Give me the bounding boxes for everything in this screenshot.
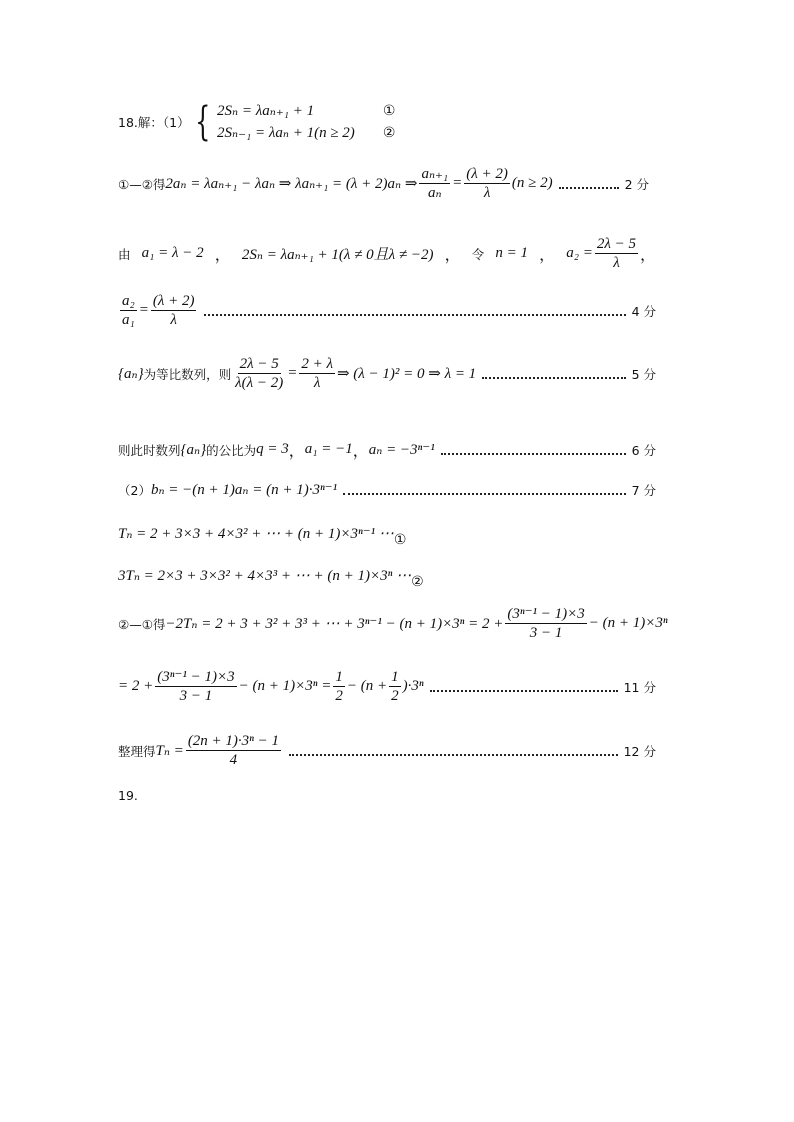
step1-fraction: $\frac{\text{aₙ₊₁}}{\text{aₙ}}$	[421, 166, 449, 201]
system-eq1: 2Sₙ = λaₙ₊₁ + 1	[217, 103, 315, 119]
score-4: 4 分	[631, 303, 656, 319]
tn3-line	[118, 566, 656, 590]
final-line	[118, 732, 656, 769]
dotted-leader	[204, 314, 625, 316]
cont-lead: = 2 +	[118, 678, 154, 694]
step2-you: 由	[118, 246, 131, 262]
q19-label: 19.	[118, 788, 138, 803]
final-prefix: 整理得	[118, 743, 156, 759]
part2-line	[118, 480, 656, 499]
system-eq2: 2Sₙ₋₁ = λaₙ + 1(n ≥ 2)	[217, 125, 355, 141]
cont-line	[118, 668, 656, 705]
step1-prefix: ①—②得	[118, 176, 166, 192]
step3-line	[118, 292, 656, 329]
cont-half2: $\frac{1}{2}$	[391, 669, 399, 704]
cont-tail2: )·3ⁿ	[402, 678, 424, 694]
dotted-leader	[482, 377, 625, 379]
dotted-leader	[559, 187, 619, 189]
tn3-mark: ②	[411, 573, 424, 590]
diff-tail: − (n + 1)×3ⁿ	[588, 615, 668, 631]
step1-expr: 2aₙ = λaₙ₊₁ − λaₙ ⇒ λaₙ₊₁ = (λ + 2)aₙ ⇒	[165, 176, 418, 192]
final-lhs: Tₙ =	[155, 743, 184, 759]
tn-mark: ①	[393, 531, 407, 548]
step2-a1: a₁ = λ − 2	[141, 245, 204, 261]
step2-ling: 令	[471, 246, 485, 262]
step5-q: q = 3	[256, 441, 289, 457]
step2-line: 由 a₁ = λ − 2 ， 2Sₙ = λaₙ₊₁ + 1(λ ≠ 0且λ ≠ −2) ， 令 n = 1 ， a₂ = $\frac{2\lambda - 5}{\lambda}$ ，	[118, 236, 657, 271]
diff-prefix: ②—①得	[118, 616, 166, 632]
q18-system-line	[118, 100, 656, 144]
system-mark1: ①	[382, 103, 396, 119]
score-5: 5 分	[631, 366, 656, 382]
cont-mid: − (n + 1)×3ⁿ =	[238, 678, 332, 694]
step3-fraction: $\frac{\text{a₂}}{\text{a₁}}$	[122, 293, 135, 328]
q18-label: 18.解：（1）	[118, 115, 190, 130]
step2-n1: n = 1	[495, 245, 529, 261]
diff-fraction: $\frac{\text{(3ⁿ⁻¹ − 1)×3}}{3 - 1}$	[507, 606, 585, 641]
step5-text2: 的公比为	[206, 442, 257, 458]
step2-a2: a₂ =	[566, 245, 593, 261]
step4-rest: ⇒ (λ − 1)² = 0 ⇒ λ = 1	[336, 366, 477, 382]
step4-an: {aₙ}	[118, 366, 144, 382]
step4-equals: =	[287, 365, 298, 381]
q19-line	[118, 788, 656, 803]
step5-line: 则此时数列 {aₙ} 的公比为 q = 3 ， a₁ = −1 ， aₙ = −3ⁿ⁻¹ 6 分	[118, 441, 656, 460]
diff-line	[118, 605, 668, 642]
step4-text: 为等比数列，则	[143, 366, 232, 382]
step3-fraction2: $\frac{(\lambda + 2)}{\lambda}$	[152, 293, 195, 328]
dotted-leader	[441, 453, 626, 455]
step1-line	[118, 165, 656, 202]
final-fraction: $\frac{\text{(2n + 1)·3ⁿ − 1}}{4}$	[187, 733, 280, 768]
dotted-leader	[343, 493, 625, 495]
cont-tail1: − (n +	[346, 678, 388, 694]
score-2: 2 分	[624, 176, 650, 192]
step2-a2-fraction: $\frac{2\lambda - 5}{\lambda}$	[596, 236, 636, 271]
step1-equals: =	[452, 175, 463, 191]
left-brace: {	[194, 99, 210, 145]
score-7: 7 分	[631, 482, 656, 498]
score-11: 11 分	[623, 679, 656, 695]
step1-fraction2: $\frac{(\lambda + 2)}{\lambda}$	[466, 166, 508, 201]
dotted-leader	[289, 754, 618, 756]
equation-system	[217, 100, 355, 144]
score-6: 6 分	[631, 442, 656, 458]
dotted-leader	[430, 690, 618, 692]
step5-a1: a₁ = −1	[304, 441, 353, 457]
diff-expr: −2Tₙ = 2 + 3 + 3² + 3³ + ⋯ + 3ⁿ⁻¹ − (n + 1)×3ⁿ = 2 +	[165, 616, 504, 632]
step1-condition: (n ≥ 2)	[511, 175, 553, 191]
part2-expr: bₙ = −(n + 1)aₙ = (n + 1)·3ⁿ⁻¹	[150, 482, 338, 498]
tn-line	[118, 524, 656, 548]
system-marks	[383, 100, 396, 144]
step4-fraction2: $\frac{2 + \lambda}{\lambda}$	[301, 356, 333, 391]
step5-an: {aₙ}	[180, 442, 207, 458]
part2-label: （2）	[118, 482, 151, 498]
step5-text1: 则此时数列	[118, 442, 181, 458]
system-mark2: ②	[382, 125, 396, 141]
tn-eq: Tₙ = 2 + 3×3 + 4×3² + ⋯ + (n + 1)×3ⁿ⁻¹ ⋯	[118, 526, 394, 542]
step2-2s: 2Sₙ = λaₙ₊₁ + 1(λ ≠ 0且λ ≠ −2)	[241, 247, 434, 263]
step4-line	[118, 355, 656, 392]
step3-equals: =	[138, 302, 149, 318]
cont-fraction: $\frac{\text{(3ⁿ⁻¹ − 1)×3}}{3 - 1}$	[157, 669, 235, 704]
step5-anv: aₙ = −3ⁿ⁻¹	[368, 442, 435, 458]
tn3-eq: 3Tₙ = 2×3 + 3×3² + 4×3³ + ⋯ + (n + 1)×3ⁿ ⋯	[118, 568, 412, 584]
step4-fraction1: $\frac{2\lambda - 5}{\lambda(\lambda - 2)}$	[235, 356, 284, 391]
cont-half: $\frac{1}{2}$	[335, 669, 343, 704]
score-12: 12 分	[623, 743, 656, 759]
